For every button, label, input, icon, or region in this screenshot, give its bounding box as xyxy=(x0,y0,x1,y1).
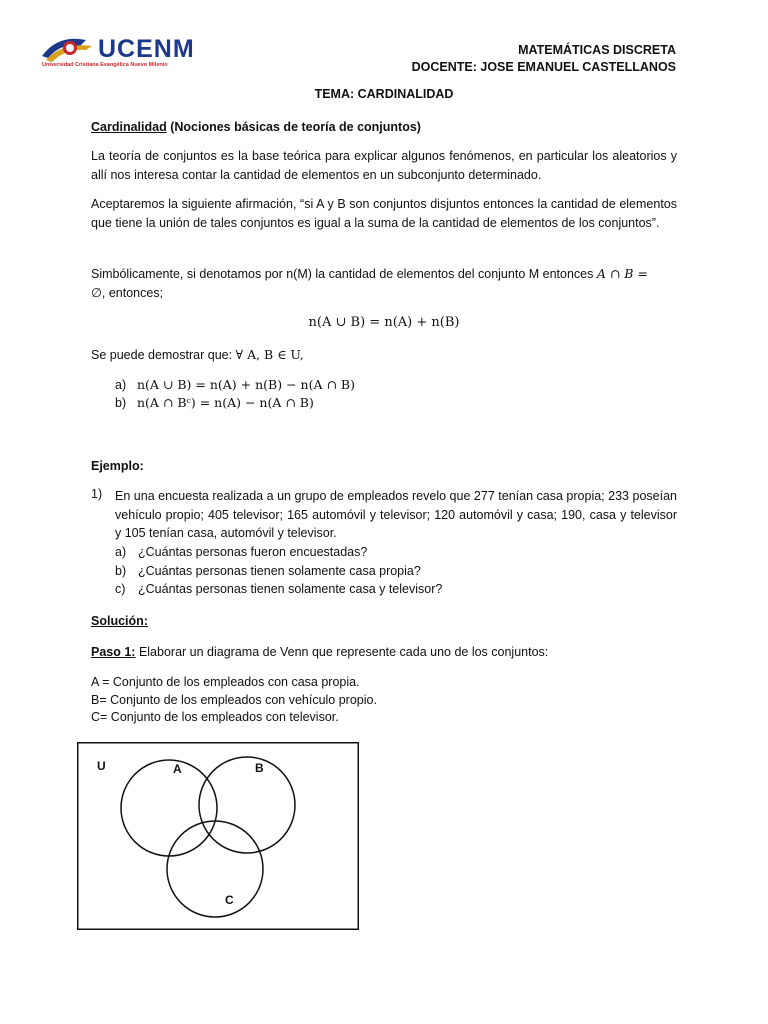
property-formula: n(A ∪ B) = n(A) + n(B) − n(A ∩ B) xyxy=(137,377,355,392)
question-marker: b) xyxy=(115,564,127,578)
property-marker: a) xyxy=(115,378,127,392)
set-b-definition: B= Conjunto de los empleados con vehículo propio. xyxy=(91,692,377,707)
logo-emblem-icon xyxy=(40,32,100,64)
set-b-circle xyxy=(199,757,295,853)
section-title xyxy=(91,118,677,137)
step-1 xyxy=(91,643,677,662)
section-title-main: Cardinalidad xyxy=(91,120,167,134)
question-a xyxy=(115,543,368,561)
set-b-label: B xyxy=(255,761,264,775)
question-c xyxy=(115,580,443,598)
step-text: Elaborar un diagrama de Venn que represente cada uno de los conjuntos: xyxy=(135,645,549,659)
paragraph-symbolic xyxy=(91,265,677,302)
example-title: Ejemplo: xyxy=(91,459,144,473)
set-c-circle xyxy=(167,821,263,917)
set-c-definition: C= Conjunto de los empleados con televisor. xyxy=(91,710,339,724)
step-label: Paso 1: xyxy=(91,645,136,659)
paragraph-intro: La teoría de conjuntos es la base teórica para explicar algunos fenómenos, en particular los aleatorios y allí nos interesa contar la cantidad de elementos en un subconjunto determinado. xyxy=(91,149,677,182)
demonstrate-math: ∀ A, B ∈ U, xyxy=(235,347,304,362)
question-text: ¿Cuántas personas tienen solamente casa propia? xyxy=(138,564,421,578)
example-number: 1) xyxy=(91,487,103,501)
property-a xyxy=(115,376,355,394)
course-title: MATEMÁTICAS DISCRETA xyxy=(518,43,676,57)
teacher-name: DOCENTE: JOSE EMANUEL CASTELLANOS xyxy=(411,60,676,74)
section-title-rest: (Nociones básicas de teoría de conjuntos) xyxy=(166,120,421,134)
set-a-circle xyxy=(121,760,217,856)
question-b xyxy=(115,562,421,580)
symbolic-math: A ∩ B = xyxy=(596,266,648,281)
ucenm-logo xyxy=(40,32,240,72)
set-definitions xyxy=(91,674,377,727)
example-statement: En una encuesta realizada a un grupo de empleados revelo que 277 tenían casa propia; 233 poseían vehículo propio; 405 televisor; 165 automóvil y televisor; 120 automóvil y casa; 190, casa y televisor y 105 tenían casa, automóvil y televisor. xyxy=(115,489,677,540)
universe-label: U xyxy=(97,759,106,773)
set-a-definition: A = Conjunto de los empleados con casa propia. xyxy=(91,675,360,689)
venn-diagram xyxy=(77,742,359,930)
solution-title: Solución: xyxy=(91,614,148,628)
question-text: ¿Cuántas personas tienen solamente casa y televisor? xyxy=(138,582,443,596)
set-c-label: C xyxy=(225,893,234,907)
property-formula: n(A ∩ Bᶜ) = n(A) − n(A ∩ B) xyxy=(137,395,314,410)
symbolic-line2: ∅, entonces; xyxy=(91,285,164,300)
property-marker: b) xyxy=(115,396,127,410)
paragraph-statement: Aceptaremos la siguiente afirmación, “si A y B son conjuntos disjuntos entonces la cantidad de elementos que tiene la unión de tales conjuntos es igual a la suma de la cantidad de elementos de los conjuntos”. xyxy=(91,197,677,230)
question-marker: a) xyxy=(115,545,127,559)
demonstrate-line xyxy=(91,346,677,365)
set-a-label: A xyxy=(173,762,182,776)
property-b xyxy=(115,394,314,412)
universe-box xyxy=(78,743,359,930)
symbolic-text: Simbólicamente, si denotamos por n(M) la cantidad de elementos del conjunto M entonces xyxy=(91,267,597,281)
question-text: ¿Cuántas personas fueron encuestadas? xyxy=(138,545,368,559)
question-marker: c) xyxy=(115,582,126,596)
demonstrate-text: Se puede demostrar que: xyxy=(91,348,236,362)
topic-title: TEMA: CARDINALIDAD xyxy=(314,87,454,101)
logo-tagline: Universidad Cristiana Evangélica Nuevo Milenio xyxy=(42,62,168,68)
formula-main: n(A ∪ B) = n(A) + n(B) xyxy=(308,315,460,330)
logo-name: UCENM xyxy=(98,35,195,63)
